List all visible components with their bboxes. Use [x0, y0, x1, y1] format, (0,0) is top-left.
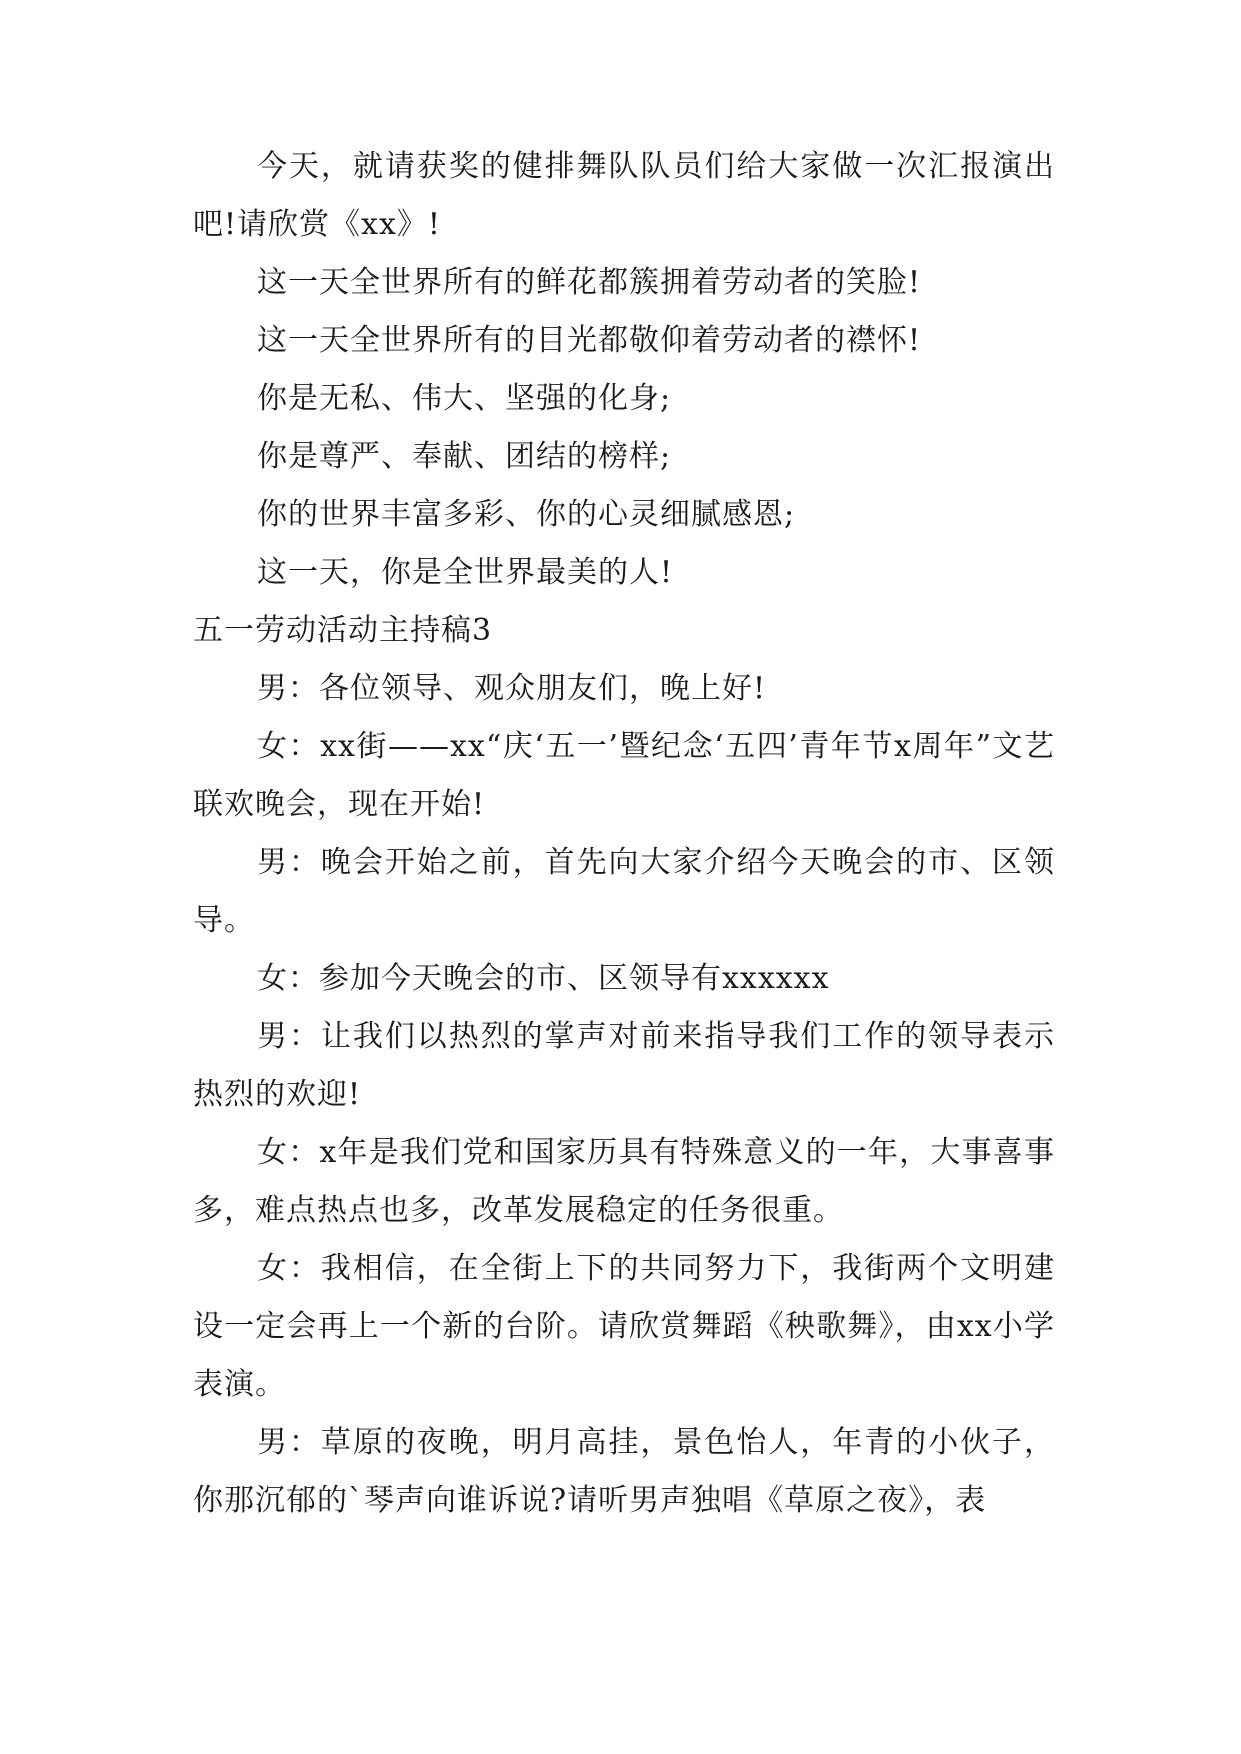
paragraph: 男：草原的夜晚，明月高挂，景色怡人，年青的小伙子，你那沉郁的`琴声向谁诉说?请听男声独唱《草原之夜》，表	[193, 1425, 1055, 1518]
paragraph: 女：我相信，在全街上下的共同努力下，我街两个文明建设一定会再上一个新的台阶。请欣赏舞蹈《秧歌舞》，由xx小学表演。	[193, 1251, 1055, 1402]
paragraph: 这一天全世界所有的目光都敬仰着劳动者的襟怀!	[257, 323, 922, 358]
paragraph: 女：xx街——xx“庆‘五一’暨纪念‘五四’青年节x周年”文艺联欢晚会，现在开始!	[193, 729, 1055, 822]
paragraph: 你是尊严、奉献、团结的榜样;	[257, 439, 672, 474]
paragraph: 男：让我们以热烈的掌声对前来指导我们工作的领导表示热烈的欢迎!	[193, 1019, 1055, 1112]
paragraph: 你的世界丰富多彩、你的心灵细腻感恩;	[257, 497, 796, 532]
paragraph: 女：x年是我们党和国家历具有特殊意义的一年，大事喜事多，难点热点也多，改革发展稳定的任务很重。	[193, 1135, 1055, 1228]
paragraph: 这一天全世界所有的鲜花都簇拥着劳动者的笑脸!	[257, 265, 922, 300]
document-body	[193, 138, 1055, 1530]
section-heading: 五一劳动活动主持稿3	[193, 613, 493, 648]
paragraph: 男：晚会开始之前，首先向大家介绍今天晚会的市、区领导。	[193, 845, 1055, 938]
paragraph: 今天，就请获奖的健排舞队队员们给大家做一次汇报演出吧!请欣赏《xx》!	[193, 149, 1055, 242]
paragraph: 你是无私、伟大、坚强的化身;	[257, 381, 672, 416]
paragraph: 这一天，你是全世界最美的人!	[257, 555, 674, 590]
paragraph: 女：参加今天晚会的市、区领导有xxxxxx	[257, 961, 830, 996]
paragraph: 男：各位领导、观众朋友们，晚上好!	[257, 671, 767, 706]
